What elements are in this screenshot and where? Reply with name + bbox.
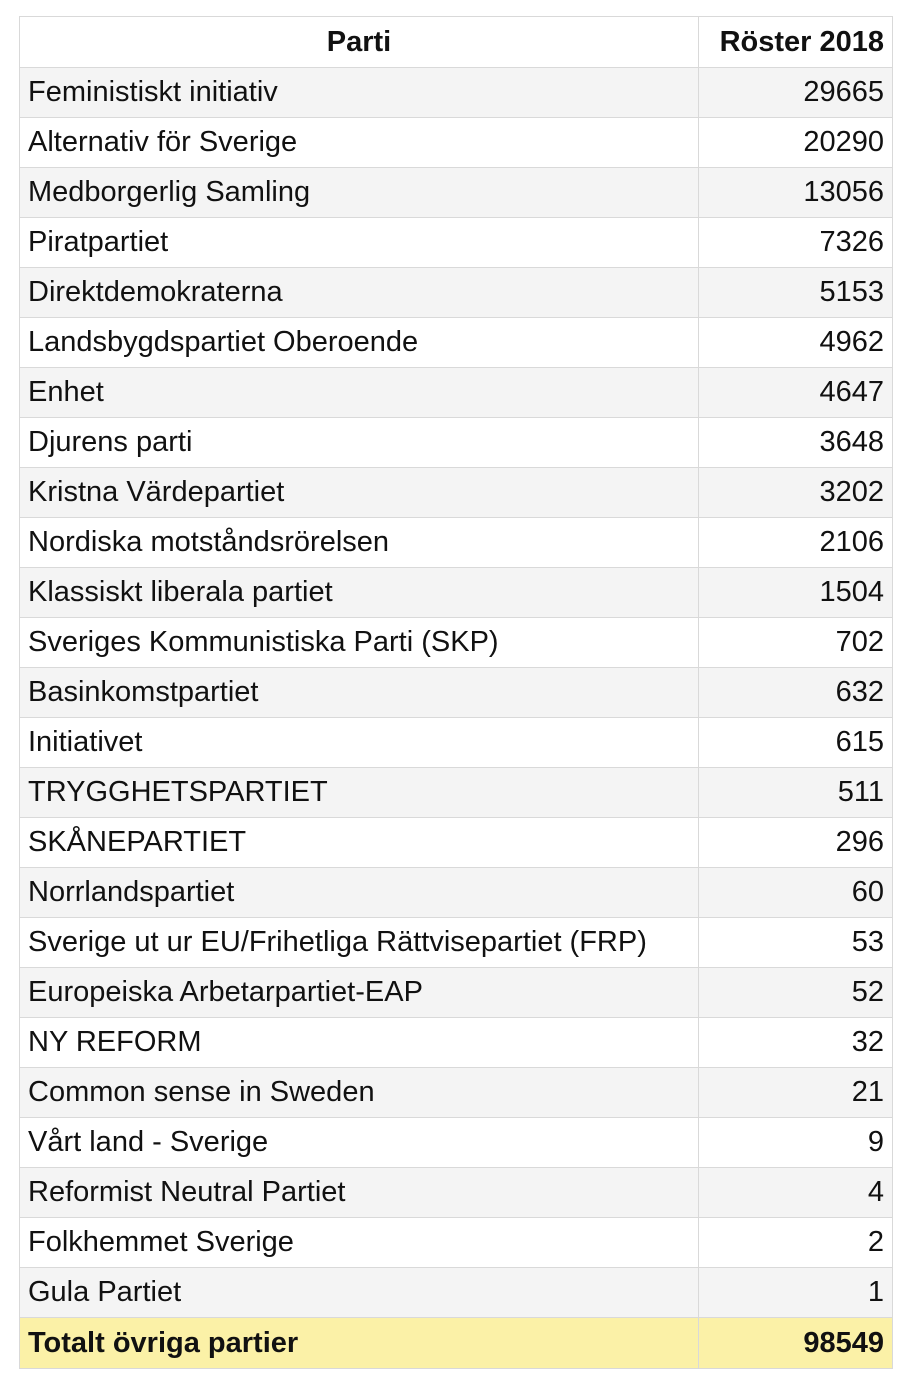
party-name: Common sense in Sweden: [20, 1068, 699, 1118]
table-row: [20, 518, 893, 568]
party-name: Europeiska Arbetarpartiet-EAP: [20, 968, 699, 1018]
party-name: Landsbygdspartiet Oberoende: [20, 318, 699, 368]
votes-table: [19, 16, 893, 1369]
total-row: [20, 1318, 893, 1369]
party-votes: 2: [699, 1218, 893, 1268]
party-name: Folkhemmet Sverige: [20, 1218, 699, 1268]
table-row: [20, 818, 893, 868]
party-name: Vårt land - Sverige: [20, 1118, 699, 1168]
party-name: Norrlandspartiet: [20, 868, 699, 918]
party-votes: 4: [699, 1168, 893, 1218]
party-name: Reformist Neutral Partiet: [20, 1168, 699, 1218]
table-row: [20, 768, 893, 818]
header-votes: Röster 2018: [699, 17, 893, 68]
table-row: [20, 468, 893, 518]
party-name: SKÅNEPARTIET: [20, 818, 699, 868]
party-votes: 7326: [699, 218, 893, 268]
table-row: [20, 1218, 893, 1268]
party-votes: 3648: [699, 418, 893, 468]
party-name: Kristna Värdepartiet: [20, 468, 699, 518]
table-row: [20, 268, 893, 318]
total-votes: 98549: [699, 1318, 893, 1369]
party-name: Alternativ för Sverige: [20, 118, 699, 168]
party-name: Sveriges Kommunistiska Parti (SKP): [20, 618, 699, 668]
party-votes: 1: [699, 1268, 893, 1318]
party-votes: 5153: [699, 268, 893, 318]
table-row: [20, 1168, 893, 1218]
party-name: NY REFORM: [20, 1018, 699, 1068]
party-votes: 296: [699, 818, 893, 868]
party-votes: 632: [699, 668, 893, 718]
table-body: [20, 68, 893, 1318]
party-name: TRYGGHETSPARTIET: [20, 768, 699, 818]
party-votes: 1504: [699, 568, 893, 618]
party-votes: 29665: [699, 68, 893, 118]
table-row: [20, 218, 893, 268]
table-row: [20, 1068, 893, 1118]
party-votes: 21: [699, 1068, 893, 1118]
party-votes: 511: [699, 768, 893, 818]
table-row: [20, 68, 893, 118]
table-row: [20, 718, 893, 768]
table-row: [20, 368, 893, 418]
table-row: [20, 1268, 893, 1318]
party-name: Sverige ut ur EU/Frihetliga Rättvisepartiet (FRP): [20, 918, 699, 968]
table-row: [20, 618, 893, 668]
party-votes: 60: [699, 868, 893, 918]
party-votes: 13056: [699, 168, 893, 218]
party-name: Gula Partiet: [20, 1268, 699, 1318]
table-row: [20, 968, 893, 1018]
table-row: [20, 1018, 893, 1068]
party-name: Nordiska motståndsrörelsen: [20, 518, 699, 568]
party-votes: 615: [699, 718, 893, 768]
party-votes: 4962: [699, 318, 893, 368]
party-name: Basinkomstpartiet: [20, 668, 699, 718]
table-row: [20, 918, 893, 968]
table-row: [20, 1118, 893, 1168]
party-votes: 4647: [699, 368, 893, 418]
party-votes: 3202: [699, 468, 893, 518]
party-name: Piratpartiet: [20, 218, 699, 268]
table-row: [20, 668, 893, 718]
total-label: Totalt övriga partier: [20, 1318, 699, 1369]
party-name: Medborgerlig Samling: [20, 168, 699, 218]
party-name: Klassiskt liberala partiet: [20, 568, 699, 618]
party-votes: 32: [699, 1018, 893, 1068]
party-name: Direktdemokraterna: [20, 268, 699, 318]
party-votes: 53: [699, 918, 893, 968]
party-votes: 20290: [699, 118, 893, 168]
party-votes: 2106: [699, 518, 893, 568]
table-row: [20, 868, 893, 918]
party-name: Initiativet: [20, 718, 699, 768]
party-name: Djurens parti: [20, 418, 699, 468]
header-party: Parti: [20, 17, 699, 68]
table-row: [20, 168, 893, 218]
party-name: Feministiskt initiativ: [20, 68, 699, 118]
party-votes: 9: [699, 1118, 893, 1168]
party-votes: 52: [699, 968, 893, 1018]
table-row: [20, 568, 893, 618]
table-row: [20, 418, 893, 468]
table-row: [20, 118, 893, 168]
table-row: [20, 318, 893, 368]
party-name: Enhet: [20, 368, 699, 418]
header-row: [20, 17, 893, 68]
party-votes: 702: [699, 618, 893, 668]
